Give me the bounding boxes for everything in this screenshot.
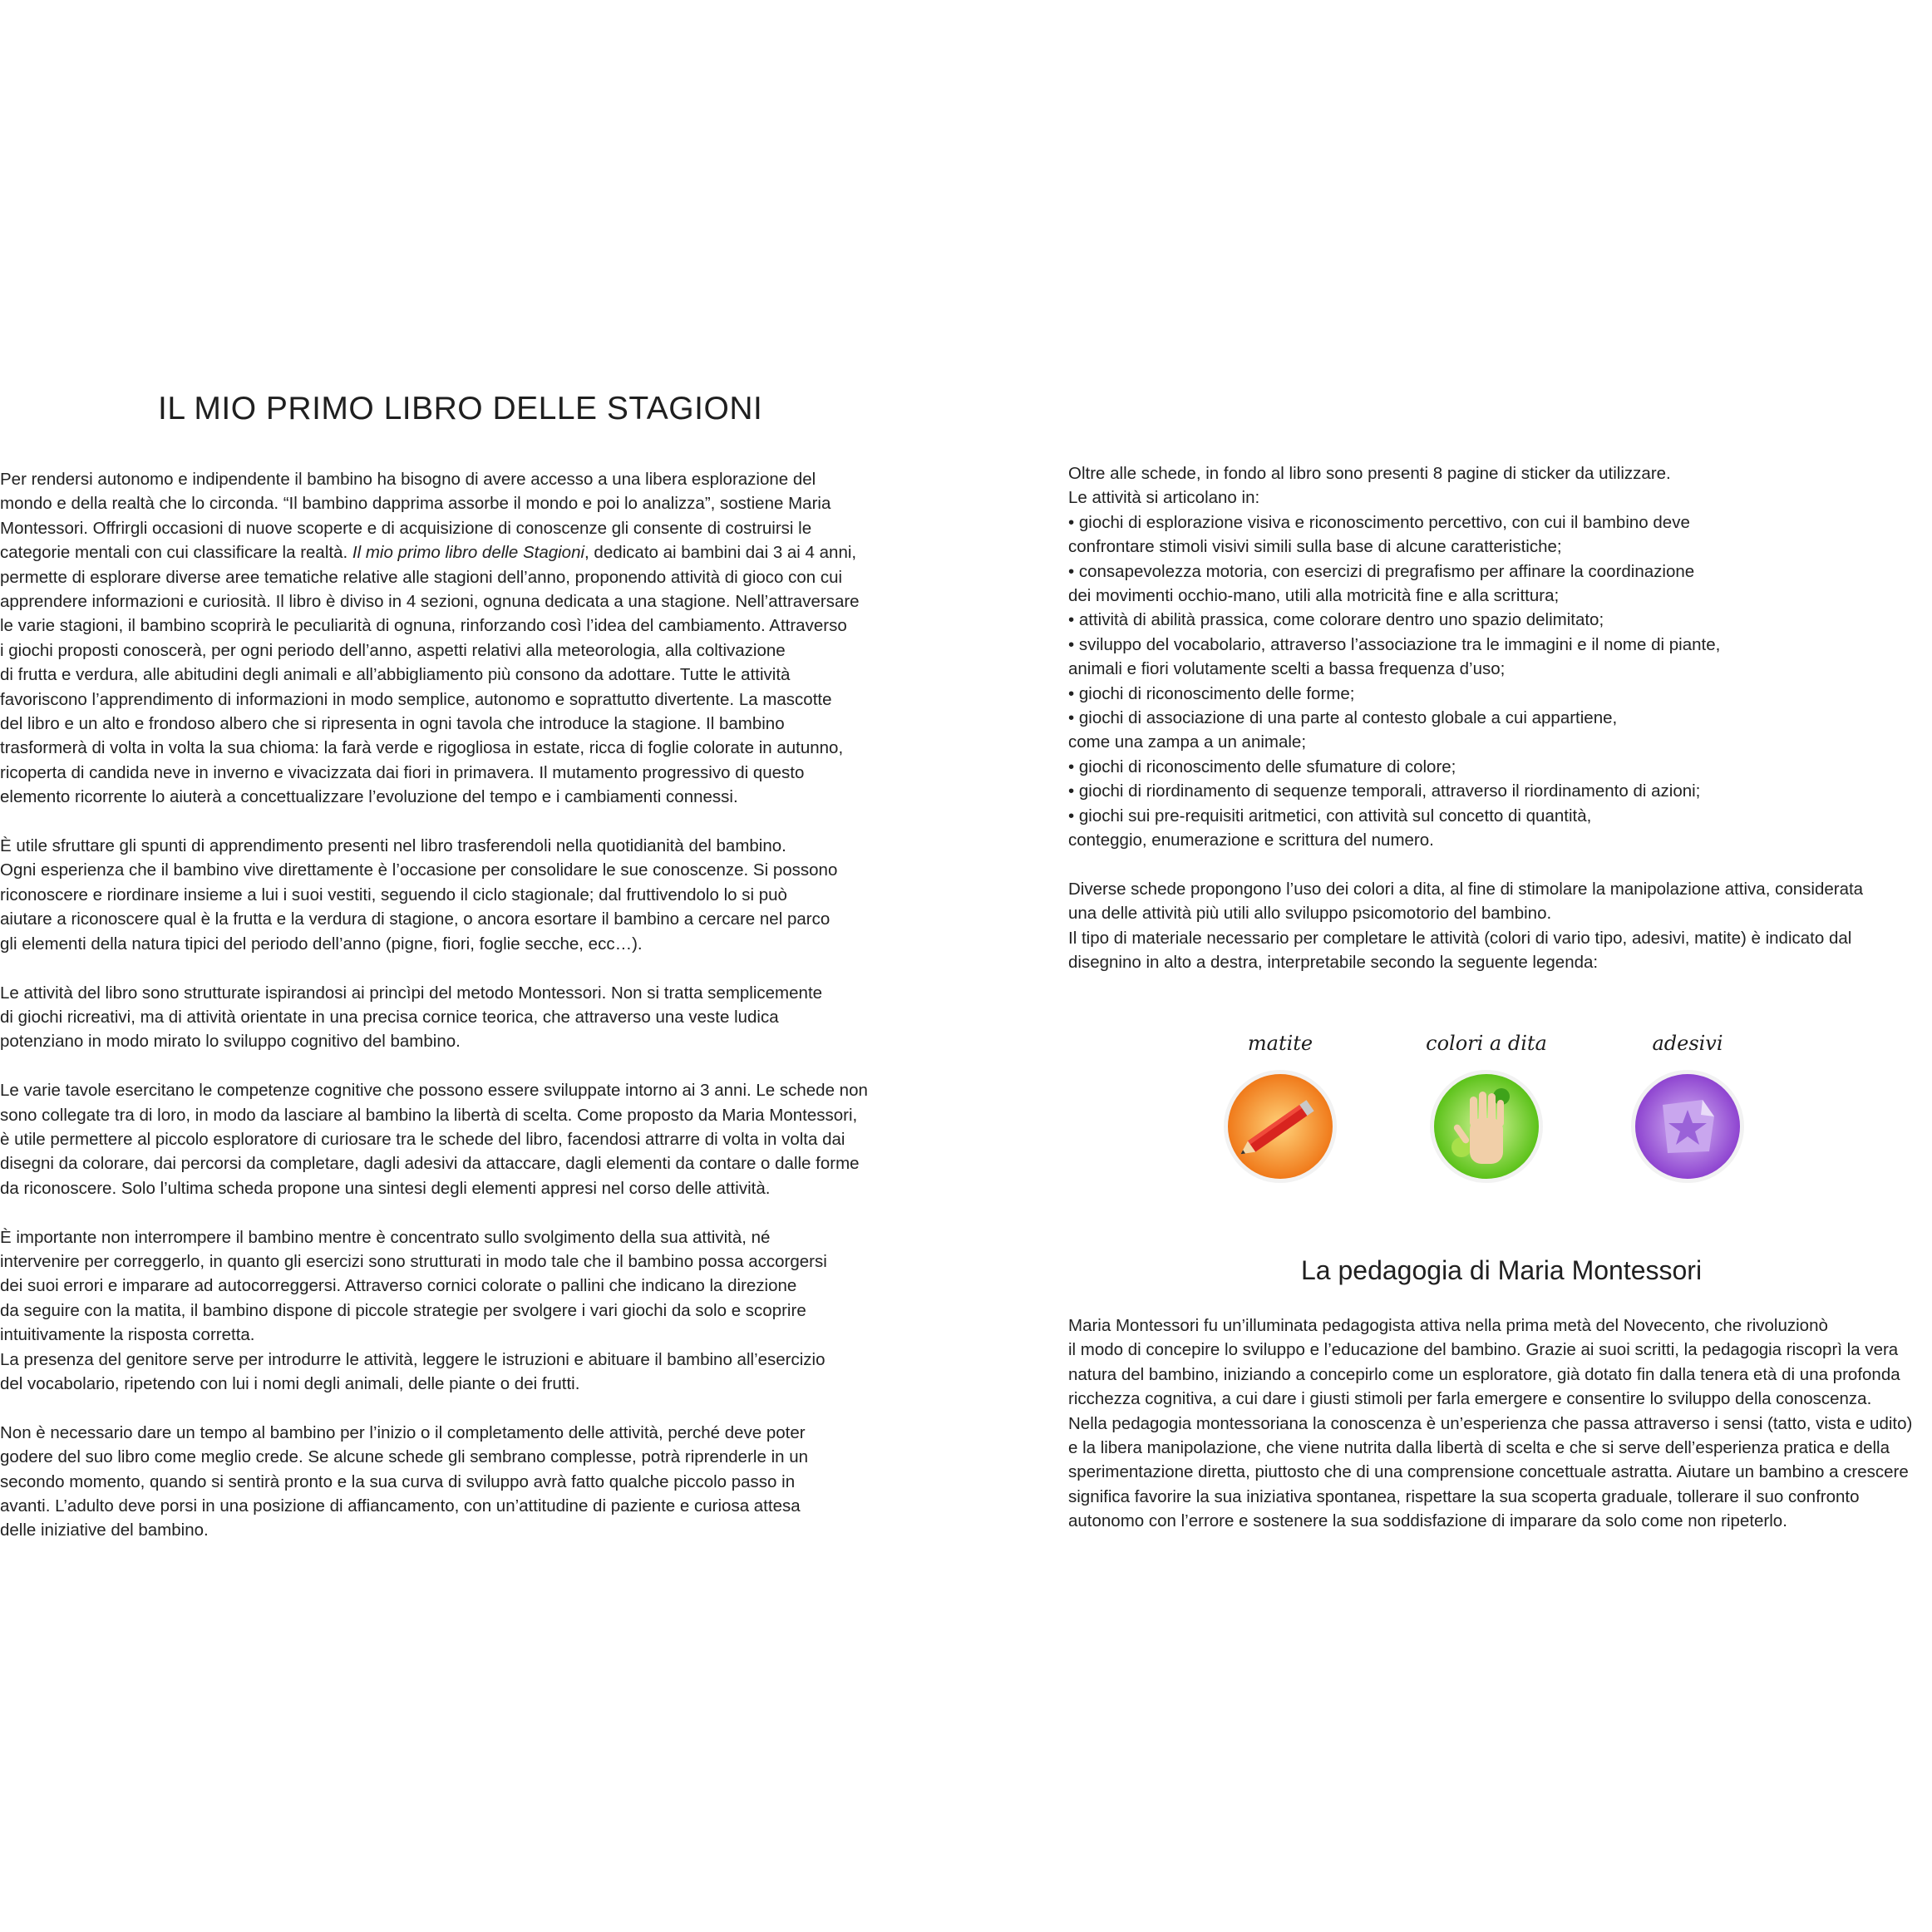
text-line: È importante non interrompere il bambino mentre è concentrato sullo svolgimento della sua attività, né	[0, 1227, 771, 1247]
text-line: elemento ricorrente lo aiuterà a concettualizzare l’evoluzione del tempo e i cambiamenti connessi.	[0, 787, 738, 807]
text-line: godere del suo libro come meglio crede. Se alcune schede gli sembrano complesse, potrà riprenderle in un	[0, 1447, 809, 1467]
text-line: significa favorire la sua iniziativa spontanea, rispettare la sua scoperta graduale, tollerare il suo confronto	[1068, 1486, 1860, 1506]
text-line: Le varie tavole esercitano le competenze cognitive che possono essere sviluppate intorno ai 3 anni. Le schede non	[0, 1081, 868, 1101]
text-line: delle iniziative del bambino.	[0, 1520, 209, 1540]
legend-label: matite	[1247, 1032, 1313, 1055]
list-item: • giochi di riconoscimento delle sfumature di colore;	[1068, 755, 1932, 779]
legend-item-matite	[1197, 1027, 1363, 1185]
text-line: Oltre alle schede, in fondo al libro sono presenti 8 pagine di sticker da utilizzare.	[1068, 464, 1671, 483]
right-column	[1068, 461, 1932, 975]
list-item: • giochi di riconoscimento delle forme;	[1068, 682, 1932, 706]
text-line: Ogni esperienza che il bambino vive direttamente è l’occasione per consolidare le sue conoscenze. Si possono	[0, 860, 838, 880]
paragraph-self-correction	[0, 1225, 881, 1397]
list-item: • attività di abilità prassica, come colorare dentro uno spazio delimitato;	[1068, 608, 1932, 632]
text-line: Montessori. Offrirgli occasioni di nuove scoperte e di acquisizione di conoscenze gli consente di costruirsi le	[0, 518, 812, 538]
list-item: • giochi di associazione di una parte al contesto globale a cui appartiene,	[1068, 706, 1932, 730]
text-line: aiutare a riconoscere qual è la frutta e la verdura di stagione, o ancora esortare il bambino a cercare nel parco	[0, 909, 830, 929]
text-line: e la libera manipolazione, che viene nutrita dalla libertà di scelta e che si serve dell’esperienza pratica e della	[1068, 1438, 1890, 1458]
text-line: del libro e un alto e frondoso albero che si ripresenta in ogni tavola che introduce la stagione. Il bambino	[0, 714, 785, 734]
text-line: Non è necessario dare un tempo al bambino per l’inizio o il completamento delle attività, perché deve poter	[0, 1422, 806, 1442]
list-item-continuation: animali e fiori volutamente scelti a bassa frequenza d’uso;	[1068, 659, 1506, 679]
text-line: mondo e della realtà che lo circonda. “Il bambino dapprima assorbe il mondo e poi lo analizza”, sostiene Maria	[0, 494, 831, 514]
text-line: Le attività del libro sono strutturate ispirandosi ai princìpi del metodo Montessori. Non si tratta semplicemente	[0, 983, 823, 1003]
text-line: le varie stagioni, il bambino scoprirà le peculiarità di ognuna, rinforzando così l’idea del cambiamento. Attraverso	[0, 616, 847, 636]
text-line: intuitivamente la risposta corretta.	[0, 1325, 255, 1345]
text-line: natura del bambino, iniziando a concepirlo come un esploratore, già dotato fin dalla tenera età di una profonda	[1068, 1364, 1900, 1384]
star-sticker-icon	[1629, 1068, 1746, 1185]
list-item: • giochi sui pre-requisiti aritmetici, con attività sul concetto di quantità,	[1068, 804, 1932, 828]
paragraph-competences	[0, 1078, 881, 1200]
montessori-paragraph	[1068, 1313, 1932, 1534]
finger-paint-hand-icon	[1428, 1068, 1545, 1185]
paragraph-montessori-method	[0, 981, 881, 1054]
text-line: da seguire con la matita, il bambino dispone di piccole strategie per svolgere i vari giochi da solo e scoprire	[0, 1300, 806, 1320]
text-line: ricchezza cognitiva, a cui dare i giusti stimoli per farla emergere e consentire lo sviluppo della conoscenza.	[1068, 1389, 1872, 1409]
text-line: di frutta e verdura, alle abitudini degli animali e all’abbigliamento più consono da adottare. Tutte le attività	[0, 665, 791, 685]
legend-label: colori a dita	[1426, 1032, 1547, 1055]
text-line: è utile permettere al piccolo esploratore di curiosare tra le schede del libro, facendosi attrarre di volta in volta dai	[0, 1129, 845, 1149]
list-item-continuation: come una zampa a un animale;	[1068, 732, 1307, 752]
text-line: potenziano in modo mirato lo sviluppo cognitivo del bambino.	[0, 1032, 461, 1052]
text-line: riconoscere e riordinare insieme a lui i suoi vestiti, seguendo il ciclo stagionale; dal fruttivendolo lo si può	[0, 885, 787, 904]
text-line: il modo di concepire lo sviluppo e l’educazione del bambino. Grazie ai suoi scritti, la pedagogia riscoprì la vera	[1068, 1340, 1899, 1360]
paragraph-stickers	[1068, 461, 1932, 510]
text-line: sperimentazione diretta, piuttosto che di una comprensione concettuale astratta. Aiutare un bambino a crescere	[1068, 1462, 1909, 1482]
text-line	[0, 540, 881, 564]
list-item: • consapevolezza motoria, con esercizi di pregrafismo per affinare la coordinazione	[1068, 559, 1932, 584]
text-line: ricoperta di candida neve in inverno e vivacizzata dai fiori in primavera. Il mutamento progressivo di questo	[0, 762, 805, 782]
text-line: Per rendersi autonomo e indipendente il bambino ha bisogno di avere accesso a una libera esplorazione del	[0, 470, 816, 489]
text-span: categorie mentali con cui classificare la realtà.	[0, 543, 352, 563]
left-column	[0, 391, 881, 1543]
text-line: trasformerà di volta in volta la sua chioma: la farà verde e rigogliosa in estate, ricca di foglie colorate in autunno,	[0, 738, 844, 758]
text-line: La presenza del genitore serve per introdurre le attività, leggere le istruzioni e abituare il bambino all’esercizio	[0, 1349, 826, 1369]
text-line: Nella pedagogia montessoriana la conoscenza è un’esperienza che passa attraverso i sensi (tatto, vista e udito)	[1068, 1413, 1913, 1433]
text-line: disegnino in alto a destra, interpretabile secondo la seguente legenda:	[1068, 953, 1599, 973]
legend-item-adesivi	[1604, 1027, 1771, 1185]
text-line: una delle attività più utili allo sviluppo psicomotorio del bambino.	[1068, 904, 1552, 924]
paragraph-intro	[0, 467, 881, 810]
list-item: • sviluppo del vocabolario, attraverso l’associazione tra le immagini e il nome di piante,	[1068, 633, 1932, 657]
text-line: secondo momento, quando si sentirà pronto e la sua curva di sviluppo avrà fatto qualche piccolo passo in	[0, 1471, 796, 1491]
text-line: dei suoi errori e imparare ad autocorreggersi. Attraverso cornici colorate o pallini che indicano la direzione	[0, 1276, 797, 1296]
material-legend	[1197, 1027, 1804, 1185]
text-line: sono collegate tra di loro, in modo da lasciare al bambino la libertà di scelta. Come proposto da Maria Montessori,	[0, 1105, 858, 1125]
paragraph-timing	[0, 1421, 881, 1543]
text-span: , dedicato ai bambini dai 3 ai 4 anni,	[584, 543, 857, 563]
text-line: disegni da colorare, dai percorsi da completare, dagli adesivi da attaccare, dagli elementi da contare o dalle forme	[0, 1154, 860, 1174]
text-line: gli elementi della natura tipici del periodo dell’anno (pigne, fiori, foglie secche, ecc…).	[0, 934, 643, 954]
text-line: apprendere informazioni e curiosità. Il libro è diviso in 4 sezioni, ognuna dedicata a una stagione. Nell’attraversare	[0, 592, 860, 612]
text-line: intervenire per correggerlo, in quanto gli esercizi sono strutturati in modo tale che il bambino possa accorgersi	[0, 1251, 827, 1271]
text-line: Le attività si articolano in:	[1068, 488, 1260, 508]
text-line: da riconoscere. Solo l’ultima scheda propone una sintesi degli elementi appresi nel corso delle attività.	[0, 1178, 771, 1198]
legend-label: adesivi	[1652, 1032, 1723, 1055]
text-line: È utile sfruttare gli spunti di apprendimento presenti nel libro trasferendoli nella quotidianità del bambino.	[0, 836, 786, 856]
text-line: i giochi proposti conoscerà, per ogni periodo dell’anno, aspetti relativi alla meteorologia, alla coltivazione	[0, 640, 786, 660]
section-subtitle: La pedagogia di Maria Montessori	[1301, 1255, 1703, 1285]
list-item-continuation: confrontare stimoli visivi simili sulla base di alcune caratteristiche;	[1068, 537, 1562, 557]
text-line: favoriscono l’apprendimento di informazioni in modo semplice, autonomo e soprattutto divertente. La mascotte	[0, 689, 832, 709]
text-line: del vocabolario, ripetendo con lui i nomi degli animali, delle piante o dei frutti.	[0, 1373, 580, 1393]
text-line: autonomo con l’errore e sostenere la sua soddisfazione di imparare da solo come non ripeterlo.	[1068, 1511, 1787, 1531]
list-item-continuation: conteggio, enumerazione e scrittura del numero.	[1068, 830, 1434, 850]
paragraph-finger-paint	[1068, 877, 1932, 975]
list-item: • giochi di esplorazione visiva e riconoscimento percettivo, con cui il bambino deve	[1068, 510, 1932, 535]
paragraph-daily-life	[0, 834, 881, 956]
page-title: IL MIO PRIMO LIBRO DELLE STAGIONI	[158, 391, 763, 426]
text-line: Maria Montessori fu un’illuminata pedagogista attiva nella prima metà del Novecento, che rivoluzionò	[1068, 1316, 1828, 1335]
list-item: • giochi di riordinamento di sequenze temporali, attraverso il riordinamento di azioni;	[1068, 779, 1932, 803]
activity-list	[1068, 510, 1932, 853]
legend-item-colori-a-dita	[1403, 1027, 1570, 1185]
pencil-icon	[1222, 1068, 1338, 1185]
text-line: Diverse schede propongono l’uso dei colori a dita, al fine di stimolare la manipolazione attiva, considerata	[1068, 879, 1864, 899]
text-line: permette di esplorare diverse aree tematiche relative alle stagioni dell’anno, proponendo attività di gioco con cui	[0, 567, 843, 587]
list-item-continuation: dei movimenti occhio-mano, utili alla motricità fine e alla scrittura;	[1068, 586, 1560, 606]
text-line: di giochi ricreativi, ma di attività orientate in una precisa cornice teorica, che attraverso una veste ludica	[0, 1007, 779, 1027]
book-title-italic: Il mio primo libro delle Stagioni	[352, 543, 585, 563]
text-line: Il tipo di materiale necessario per completare le attività (colori di vario tipo, adesivi, matite) è indicato dal	[1068, 928, 1852, 948]
text-line: avanti. L’adulto deve porsi in una posizione di affiancamento, con un’attitudine di paziente e curiosa attesa	[0, 1496, 801, 1516]
